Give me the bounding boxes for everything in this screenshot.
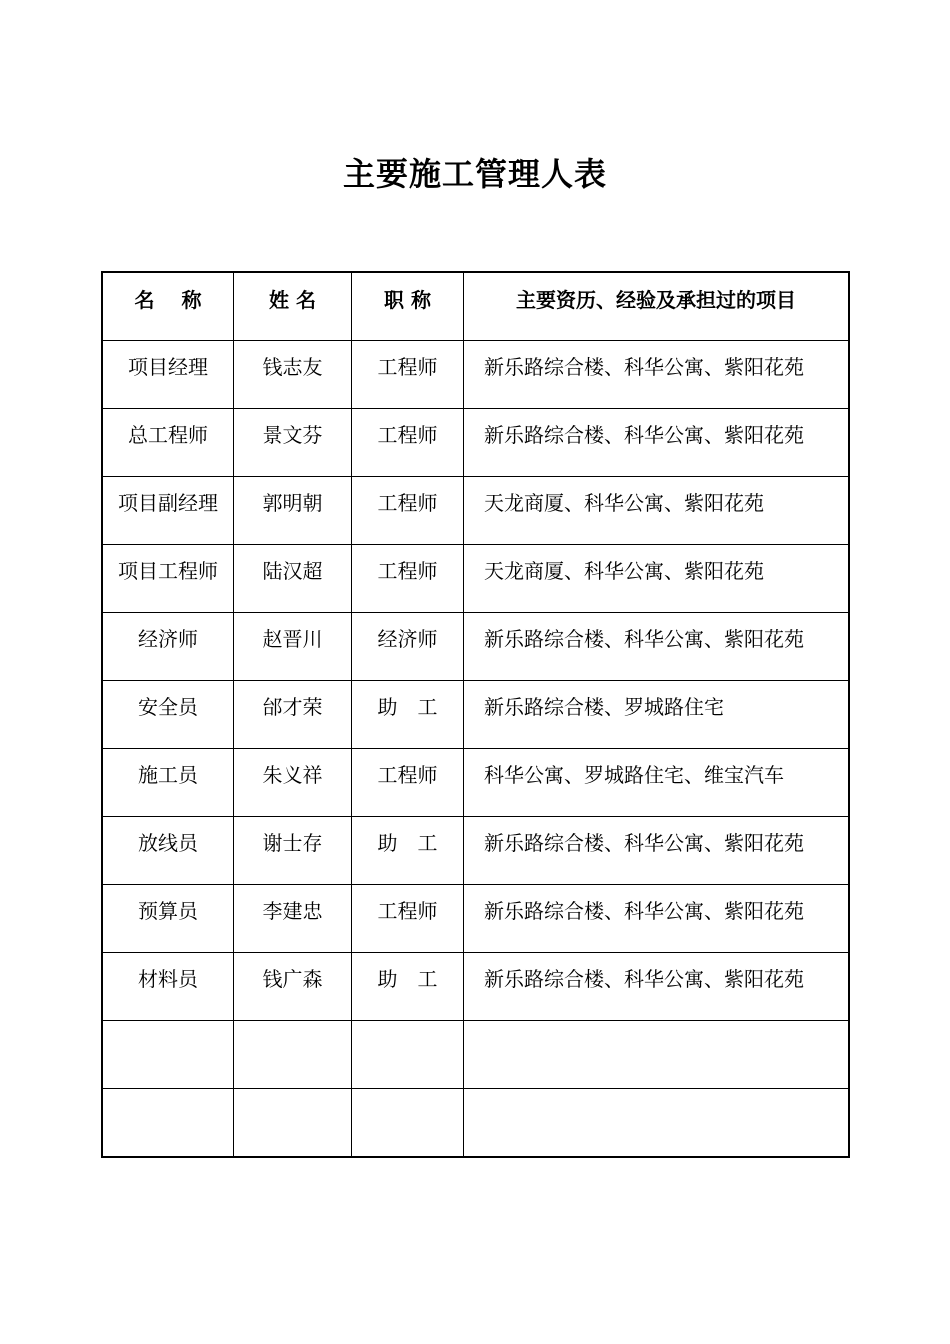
header-title: 职 称 [352,272,464,341]
cell-title: 工程师 [352,545,464,613]
cell-name: 陆汉超 [234,545,352,613]
cell-title: 经济师 [352,613,464,681]
cell-title: 助 工 [352,953,464,1021]
page-title: 主要施工管理人表 [342,155,607,193]
table-body [102,341,849,1158]
table-row [102,681,849,749]
cell-role: 安全员 [102,681,234,749]
cell-experience: 科华公寓、罗城路住宅、维宝汽车 [464,749,850,817]
cell-name: 郭明朝 [234,477,352,545]
cell-name: 钱志友 [234,341,352,409]
header-role: 名 称 [102,272,234,341]
cell-role: 预算员 [102,885,234,953]
table-row [102,749,849,817]
table-row [102,885,849,953]
header-name: 姓 名 [234,272,352,341]
cell-experience: 天龙商厦、科华公寓、紫阳花苑 [464,545,850,613]
table-row [102,1021,849,1089]
table-row [102,817,849,885]
cell-title [352,1089,464,1158]
cell-name: 赵晋川 [234,613,352,681]
cell-name: 邰才荣 [234,681,352,749]
staff-table [101,271,850,1158]
cell-title: 工程师 [352,341,464,409]
cell-experience [464,1021,850,1089]
cell-experience: 新乐路综合楼、科华公寓、紫阳花苑 [464,817,850,885]
cell-role: 项目副经理 [102,477,234,545]
cell-name [234,1089,352,1158]
cell-experience: 新乐路综合楼、科华公寓、紫阳花苑 [464,409,850,477]
table-row [102,409,849,477]
cell-experience: 新乐路综合楼、罗城路住宅 [464,681,850,749]
table-row [102,477,849,545]
cell-role [102,1089,234,1158]
cell-title: 助 工 [352,681,464,749]
table-row [102,953,849,1021]
cell-name: 朱义祥 [234,749,352,817]
cell-experience: 新乐路综合楼、科华公寓、紫阳花苑 [464,953,850,1021]
cell-role: 材料员 [102,953,234,1021]
cell-experience: 新乐路综合楼、科华公寓、紫阳花苑 [464,341,850,409]
cell-experience: 新乐路综合楼、科华公寓、紫阳花苑 [464,885,850,953]
cell-name: 谢士存 [234,817,352,885]
cell-title [352,1021,464,1089]
table-header-row [102,272,849,341]
cell-title: 工程师 [352,409,464,477]
cell-role: 施工员 [102,749,234,817]
header-experience: 主要资历、经验及承担过的项目 [464,272,850,341]
cell-name: 李建忠 [234,885,352,953]
cell-title: 助 工 [352,817,464,885]
table-row [102,1089,849,1158]
table-row [102,545,849,613]
cell-name: 景文芬 [234,409,352,477]
cell-role: 总工程师 [102,409,234,477]
cell-role: 项目工程师 [102,545,234,613]
table-row [102,613,849,681]
cell-role: 放线员 [102,817,234,885]
cell-experience: 新乐路综合楼、科华公寓、紫阳花苑 [464,613,850,681]
cell-role [102,1021,234,1089]
cell-title: 工程师 [352,885,464,953]
table-row [102,341,849,409]
cell-experience: 天龙商厦、科华公寓、紫阳花苑 [464,477,850,545]
cell-title: 工程师 [352,477,464,545]
cell-name [234,1021,352,1089]
cell-experience [464,1089,850,1158]
cell-title: 工程师 [352,749,464,817]
cell-name: 钱广森 [234,953,352,1021]
cell-role: 经济师 [102,613,234,681]
cell-role: 项目经理 [102,341,234,409]
